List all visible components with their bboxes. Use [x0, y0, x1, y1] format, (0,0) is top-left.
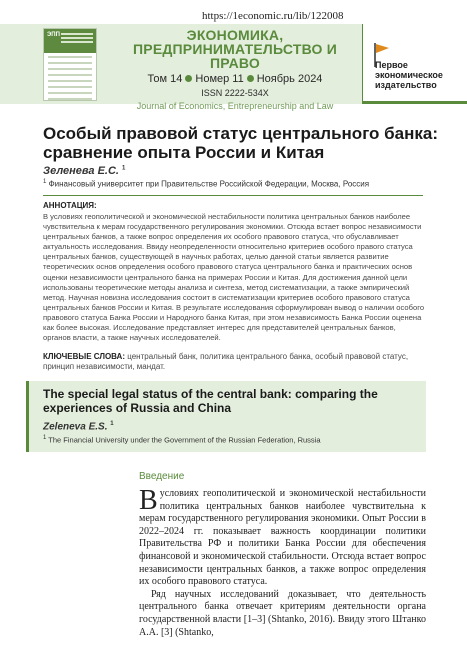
volume: Том 14	[147, 73, 183, 85]
publisher-name: Первое экономическое издательство	[375, 60, 443, 90]
english-abstract-box	[26, 381, 426, 452]
dot-separator	[247, 75, 254, 82]
paragraph: Вусловиях геополитической и экономической нестабильности политика центральных банков наиболее чувствительна к мерам государственного регулирования экономики. Опыт России в 2022–2024 гг. показывает важность координации политики Правительства РФ и политики Банка России для обеспечения финансовой и экономической стабильности. Отсюда встает вопрос независимости центральных банков, а также вопрос определения их особого правового статуса.	[139, 485, 426, 588]
english-title: The special legal status of the central bank: comparing the experiences of Russia and China	[43, 387, 378, 415]
cover-banner	[44, 29, 96, 53]
journal-title-line2: ПРЕДПРИНИМАТЕЛЬСТВО И ПРАВО	[133, 41, 337, 71]
body-text	[139, 485, 426, 639]
annotation-label: АННОТАЦИЯ:	[43, 201, 97, 210]
issue-date: Ноябрь 2024	[256, 73, 323, 85]
journal-cover-thumbnail	[43, 28, 97, 101]
author-affiliation: $^1$ Финансовый университет при Правительстве Российской Федерации, Москва, Россия	[43, 179, 370, 189]
paragraph: Ряд научных исследований доказывает, что деятельность центрального банка отвечает критериям деятельности органа государственной власти [1–3] (Shtanko, 2016). Ввиду этого Штанко А.А. [3] (Shtanko,	[139, 588, 426, 638]
issue-number: Номер 11	[195, 73, 244, 85]
article-title: Особый правовой статус центрального банка: сравнение опыта России и Китая	[43, 124, 439, 162]
dot-separator	[185, 75, 192, 82]
annotation-text: В условиях геополитической и экономической нестабильности политика центральных банков наиболее чувствительна к мерам государственного регулирования экономики. Отсюда встает вопрос независимости центральных банков, а также вопрос определения их особого правового статуса, что обуславливает актуальность исследования. Ввиду неопределенности относительно критериев особого правого статуса центральных банков, существующей в научных работах, целью данной статьи является развитие теоретических основ определения особого правового статуса центрального банка и практических основ оценки независимости центрального банка на примерах России и Китая. Для достижения данной цели использованы теоретические методы анализа и синтеза, метод систематизации, а также эмпирический метод. Научная новизна исследования состоит в систематизации критериев особого правового статуса центральных банков России и Китая. В результате исследования сформулирован вывод о наличии особого правового статуса Банка России и Народного банка Китая, при этом независимость Банка России оценена как более высокая. Исследование представляет интерес для представителей центральных банков, органов власти, а также научных исследователей.	[43, 212, 425, 343]
journal-title-line1: ЭКОНОМИКА,	[186, 27, 284, 43]
publisher-box	[362, 24, 467, 104]
divider	[43, 195, 423, 196]
cover-logo: ЭПП	[47, 32, 60, 38]
journal-english-title: Journal of Economics, Entrepreneurship and Law	[136, 101, 334, 111]
english-author: Zeleneva E.S. $^1$	[43, 421, 114, 433]
dropcap: В	[139, 485, 158, 516]
english-affiliation: $^1$ The Financial University under the Government of the Russian Federation, Russia	[43, 435, 321, 445]
issn: ISSN 2222-534X	[201, 88, 269, 98]
page-url[interactable]: https://1economic.ru/lib/122008	[202, 10, 344, 22]
section-heading: Введение	[139, 471, 185, 482]
journal-info	[110, 28, 360, 113]
issue-info	[110, 72, 360, 87]
article-author: Зеленева Е.С. $^1$	[43, 165, 126, 177]
keywords: КЛЮЧЕВЫЕ СЛОВА: центральный банк, политика центрального банка, особый правовой статус, принцип независимости, мандат.	[43, 352, 409, 371]
